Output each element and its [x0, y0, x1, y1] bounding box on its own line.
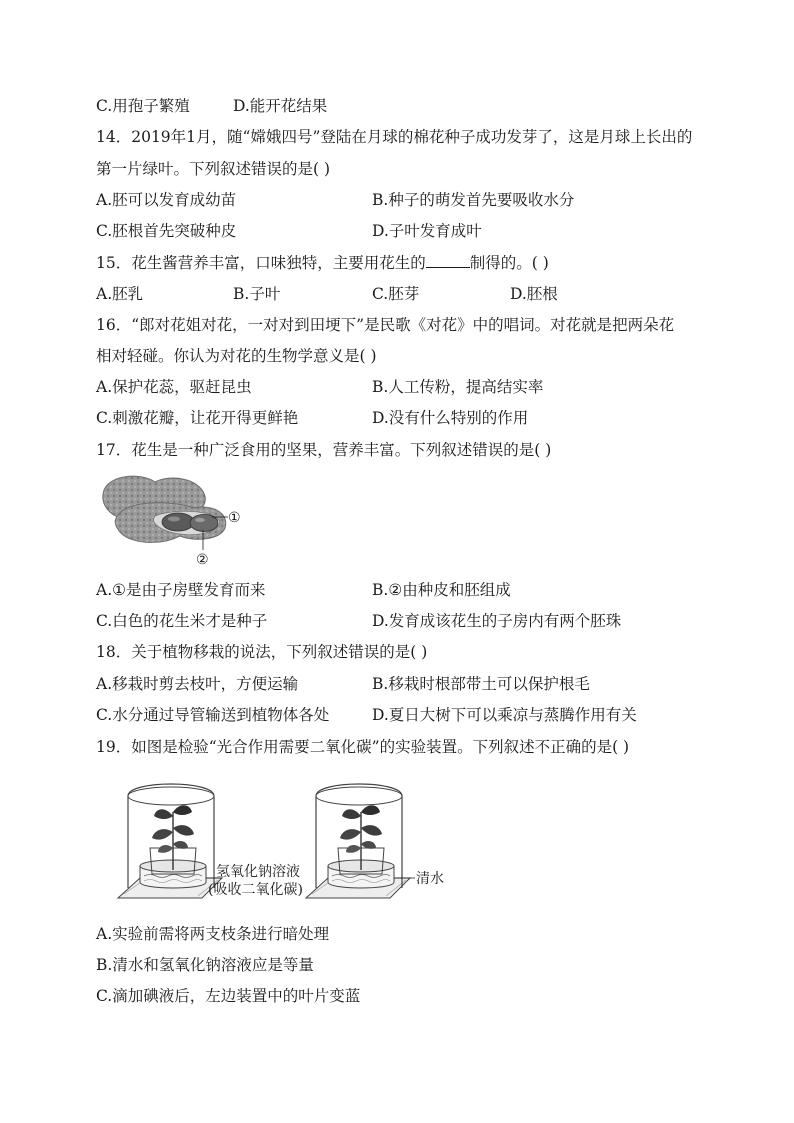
right-apparatus — [306, 784, 415, 898]
q15-option-d: D.胚根 — [510, 285, 558, 303]
option-prefix: A. — [96, 581, 113, 599]
q17-option-c: C.白色的花生米才是种子 — [96, 612, 268, 630]
q17-option-d: D.发育成该花生的子房内有两个胚珠 — [372, 612, 622, 630]
q16-option-a: A.保护花蕊，驱赶昆虫 — [96, 378, 252, 396]
leaf-icon — [340, 829, 361, 839]
q19-option-c: C.滴加碘液后，左边装置中的叶片变蓝 — [96, 987, 361, 1005]
q19-option-b: B.清水和氢氧化钠溶液应是等量 — [96, 956, 314, 974]
leaf-icon — [342, 809, 361, 819]
q16-option-c: C.刺激花瓣，让花开得更鲜艳 — [96, 409, 299, 427]
q14-stem-line2: 第一片绿叶。下列叙述错误的是( ) — [96, 160, 331, 178]
peanut-figure — [100, 470, 250, 570]
q18-stem: 18．关于植物移栽的说法，下列叙述错误的是( ) — [96, 643, 428, 661]
experiment-figure — [110, 770, 470, 910]
q14-option-c: C.胚根首先突破种皮 — [96, 222, 237, 240]
q15-stem — [96, 253, 549, 273]
circled-number: ① — [112, 581, 127, 599]
q15-option-a: A.胚乳 — [96, 285, 144, 303]
leaf-icon — [173, 805, 192, 815]
q18-option-a: A.移栽时剪去枝叶，方便运输 — [96, 675, 299, 693]
q14-option-a: A.胚可以发育成幼苗 — [96, 191, 237, 209]
leaf-icon — [152, 829, 173, 839]
q17-option-a — [96, 580, 266, 600]
q17-stem: 17．花生是一种广泛食用的坚果，营养丰富。下列叙述错误的是( ) — [96, 441, 552, 459]
q18-option-c: C.水分通过导管输送到植物体各处 — [96, 706, 330, 724]
q17-option-b — [372, 580, 511, 600]
q15-option-c: C.胚芽 — [372, 285, 420, 303]
q16-stem-line2: 相对轻碰。你认为对花的生物学意义是( ) — [96, 347, 377, 365]
q15-stem-text: 15．花生酱营养丰富，口味独特，主要用花生的 — [96, 254, 426, 272]
q18-option-d: D.夏日大树下可以乘凉与蒸腾作用有关 — [372, 706, 637, 724]
left-apparatus — [118, 784, 222, 898]
leaf-icon — [173, 825, 194, 835]
q13-option-d: D.能开花结果 — [233, 97, 328, 115]
left-label-line2: (吸收二氧化碳) — [208, 882, 303, 898]
leaf-icon — [361, 805, 380, 815]
option-text: 是由子房壁发育而来 — [126, 581, 266, 599]
q18-option-b: B.移栽时根部带土可以保护根毛 — [372, 675, 590, 693]
fig-label-2: ② — [196, 552, 209, 568]
q16-option-d: D.没有什么特别的作用 — [372, 409, 529, 427]
fig-label-1: ① — [228, 510, 241, 526]
peanut-seed-1 — [162, 513, 194, 531]
q14-option-d: D.子叶发育成叶 — [372, 222, 482, 240]
option-prefix: B. — [372, 581, 389, 599]
q16-option-b: B.人工传粉，提高结实率 — [372, 378, 544, 396]
leaf-icon — [346, 845, 361, 853]
option-text: 由种皮和胚组成 — [402, 581, 511, 599]
answer-blank — [426, 253, 470, 268]
left-label-line1: 氢氧化钠溶液 — [216, 864, 300, 880]
q16-stem-line1: 16．“郎对花姐对花，一对对到田埂下”是民歌《对花》中的唱词。对花就是把两朵花 — [96, 316, 675, 334]
q15-option-b: B.子叶 — [233, 285, 281, 303]
circled-number: ② — [388, 581, 403, 599]
q19-option-a: A.实验前需将两支枝条进行暗处理 — [96, 925, 330, 943]
q13-option-c: C.用孢子繁殖 — [96, 97, 190, 115]
q15-stem-tail: 制得的。( ) — [469, 254, 549, 272]
leaf-icon — [361, 825, 382, 835]
leaf-icon — [154, 809, 173, 819]
q19-stem: 19．如图是检验“光合作用需要二氧化碳”的实验装置。下列叙述不正确的是( ) — [96, 738, 630, 756]
q14-option-b: B.种子的萌发首先要吸收水分 — [372, 191, 575, 209]
q14-stem-line1: 14．2019年1月，随“嫦娥四号”登陆在月球的棉花种子成功发芽了，这是月球上长出的 — [96, 128, 693, 146]
right-label: 清水 — [416, 871, 444, 887]
leaf-icon — [158, 845, 173, 853]
